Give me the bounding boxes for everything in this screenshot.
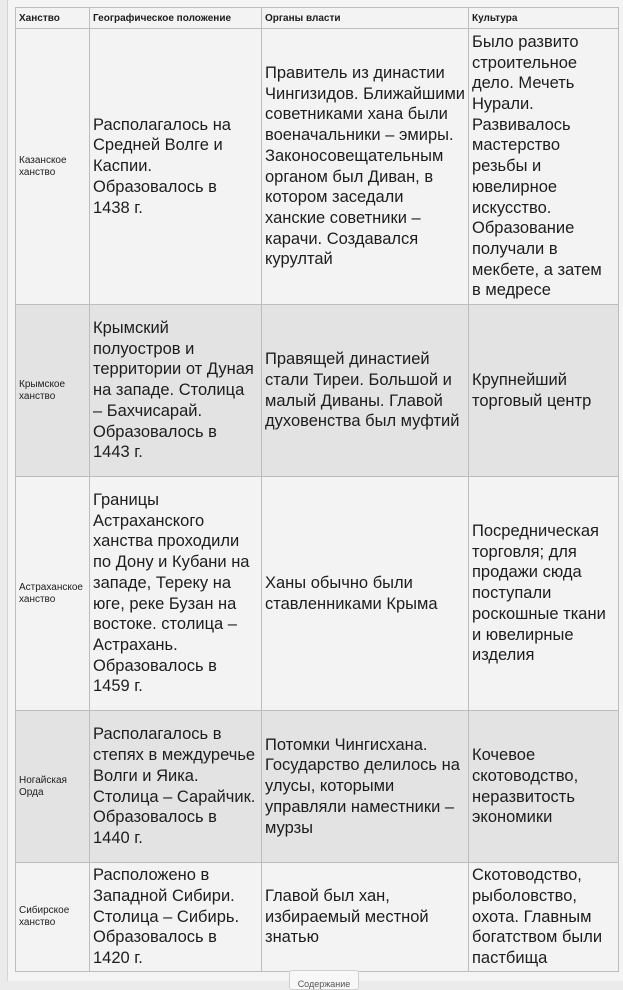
culture-cell: Посредническая торговля; для продажи сюда поступали роскошные ткани и ювелирные изделия (469, 477, 619, 711)
geo-cell: Расположено в Западной Сибири. Столица – Сибирь. Образовалось в 1420 г. (90, 863, 262, 972)
power-cell: Ханы обычно были ставленниками Крыма (262, 477, 469, 711)
culture-cell: Скотоводство, рыболовство, охота. Главным богатством были пастбища (469, 863, 619, 972)
header-culture: Культура (469, 8, 619, 29)
table-header-row (16, 8, 619, 29)
header-geography: Географическое положение (90, 8, 262, 29)
khanate-name: Казанское ханство (16, 29, 90, 305)
khanate-name: Астраханское ханство (16, 477, 90, 711)
contents-button-label: Содержание (297, 979, 351, 989)
contents-button[interactable] (289, 970, 359, 990)
geo-cell: Крымский полуостров и территории от Дуная на западе. Столица – Бахчисарай. Образовалось в 1443 г. (90, 305, 262, 477)
table-row (16, 863, 619, 972)
cut-off-heading (8, 0, 448, 4)
culture-cell: Кочевое скотоводство, неразвитость экономики (469, 711, 619, 863)
khanate-name: Крымское ханство (16, 305, 90, 477)
table-row (16, 711, 619, 863)
table-row (16, 305, 619, 477)
geo-cell: Границы Астраханского ханства проходили по Дону и Кубани на западе, Тереку на юге, реке Бузан на востоке. столица – Астрахань. Образовалось в 1459 г. (90, 477, 262, 711)
culture-cell: Крупнейший торговый центр (469, 305, 619, 477)
khanate-name: Ногайская Орда (16, 711, 90, 863)
khanate-name: Сибирское ханство (16, 863, 90, 972)
power-cell: Правитель из династии Чингизидов. Ближайшими советниками хана были военачальники – эмиры. Законосовещательным органом был Диван, в котором заседали ханские советники – карачи. Создавался курултай (262, 29, 469, 305)
culture-cell: Было развито строительное дело. Мечеть Нурали. Развивалось мастерство резьбы и ювелирное искусство. Образование получали в мекбете, а затем в медресе (469, 29, 619, 305)
header-khanate: Ханство (16, 8, 90, 29)
geo-cell: Располагалось в степях в междуречье Волги и Яика. Столица – Сарайчик. Образовалось в 1440 г. (90, 711, 262, 863)
power-cell: Главой был хан, избираемый местной знатью (262, 863, 469, 972)
khanates-table (15, 7, 619, 972)
document-page (7, 0, 623, 989)
power-cell: Потомки Чингисхана. Государство делилось на улусы, которыми управляли наместники – мурзы (262, 711, 469, 863)
table-row (16, 29, 619, 305)
header-government: Органы власти (262, 8, 469, 29)
geo-cell: Располагалось на Средней Волге и Каспии. Образовалось в 1438 г. (90, 29, 262, 305)
table-row (16, 477, 619, 711)
power-cell: Правящей династией стали Тиреи. Большой и малый Диваны. Главой духовенства был муфтий (262, 305, 469, 477)
